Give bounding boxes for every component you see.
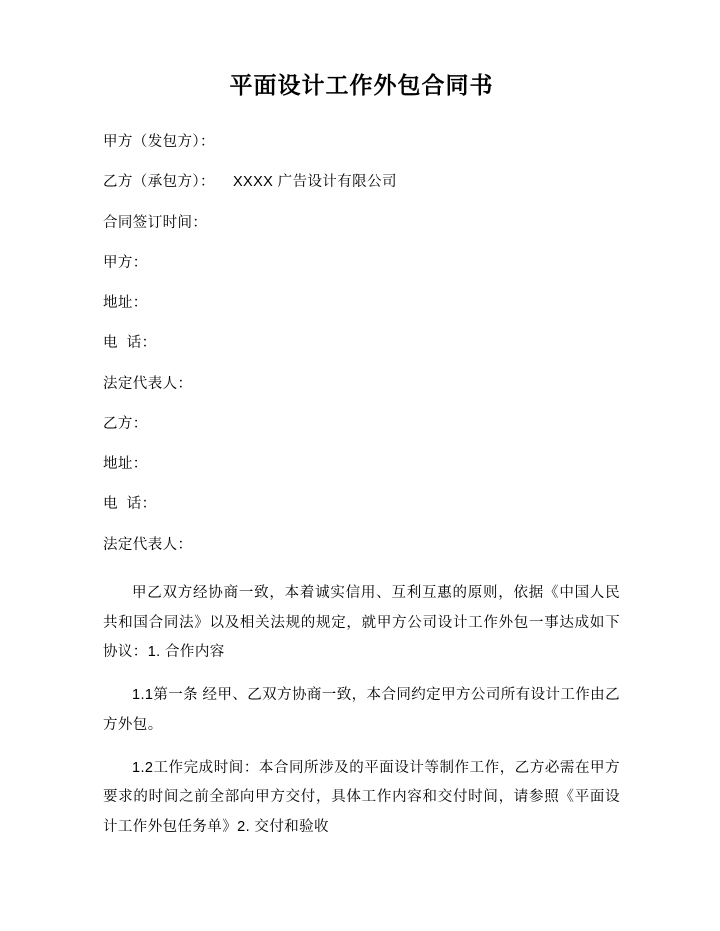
field-value [192,376,210,392]
field-label: 地址： [103,295,148,312]
field-value [192,537,210,553]
field-value [148,416,166,432]
field-label: 合同签订时间： [103,214,208,231]
field-label: 乙方（承包方）： [103,174,215,191]
page-title: 平面设计工作外包合同书 [229,73,494,98]
field-row [103,414,620,436]
field-label: 法定代表人： [103,536,193,553]
field-row [103,535,620,557]
field-row [103,454,620,476]
field-value [215,134,233,150]
field-label: 地址： [103,456,148,473]
field-value: XXXX 广告设计有限公司 [232,174,397,191]
body-paragraph: 1.2工作完成时间：本合同所涉及的平面设计等制作工作，乙方必需在甲方要求的时间之前全部向甲方交付，具体工作内容和交付时间，请参照《平面设计工作外包任务单》2. 交付和验收 [103,759,620,835]
body-paragraph: 1.1第一条 经甲、乙双方协商一致，本合同约定甲方公司所有设计工作由乙方外包。 [103,687,620,733]
field-value [157,335,175,351]
field-row [103,333,620,355]
field-label: 乙方： [103,415,148,432]
field-value [148,456,166,472]
field-value [148,255,166,271]
field-label: 电 话： [103,496,157,513]
field-row [103,293,620,315]
field-row [103,172,620,194]
field-label: 甲方（发包方）： [103,134,215,151]
field-value [207,215,225,231]
field-row [103,494,620,516]
body-paragraph: 甲乙双方经协商一致，本着诚实信用、互利互惠的原则，依据《中国人民共和国合同法》以及相关法规的规定，就甲方公司设计工作外包一事达成如下协议：1. 合作内容 [103,584,620,661]
field-value [148,295,166,311]
body-paragraphs [103,579,620,843]
field-row [103,132,620,154]
field-row [103,374,620,396]
field-value [157,496,175,512]
field-label: 法定代表人： [103,375,193,392]
field-label: 甲方： [103,254,148,271]
field-row [103,253,620,275]
field-label: 电 话： [103,335,157,352]
party-fields [103,132,620,556]
field-row [103,213,620,235]
